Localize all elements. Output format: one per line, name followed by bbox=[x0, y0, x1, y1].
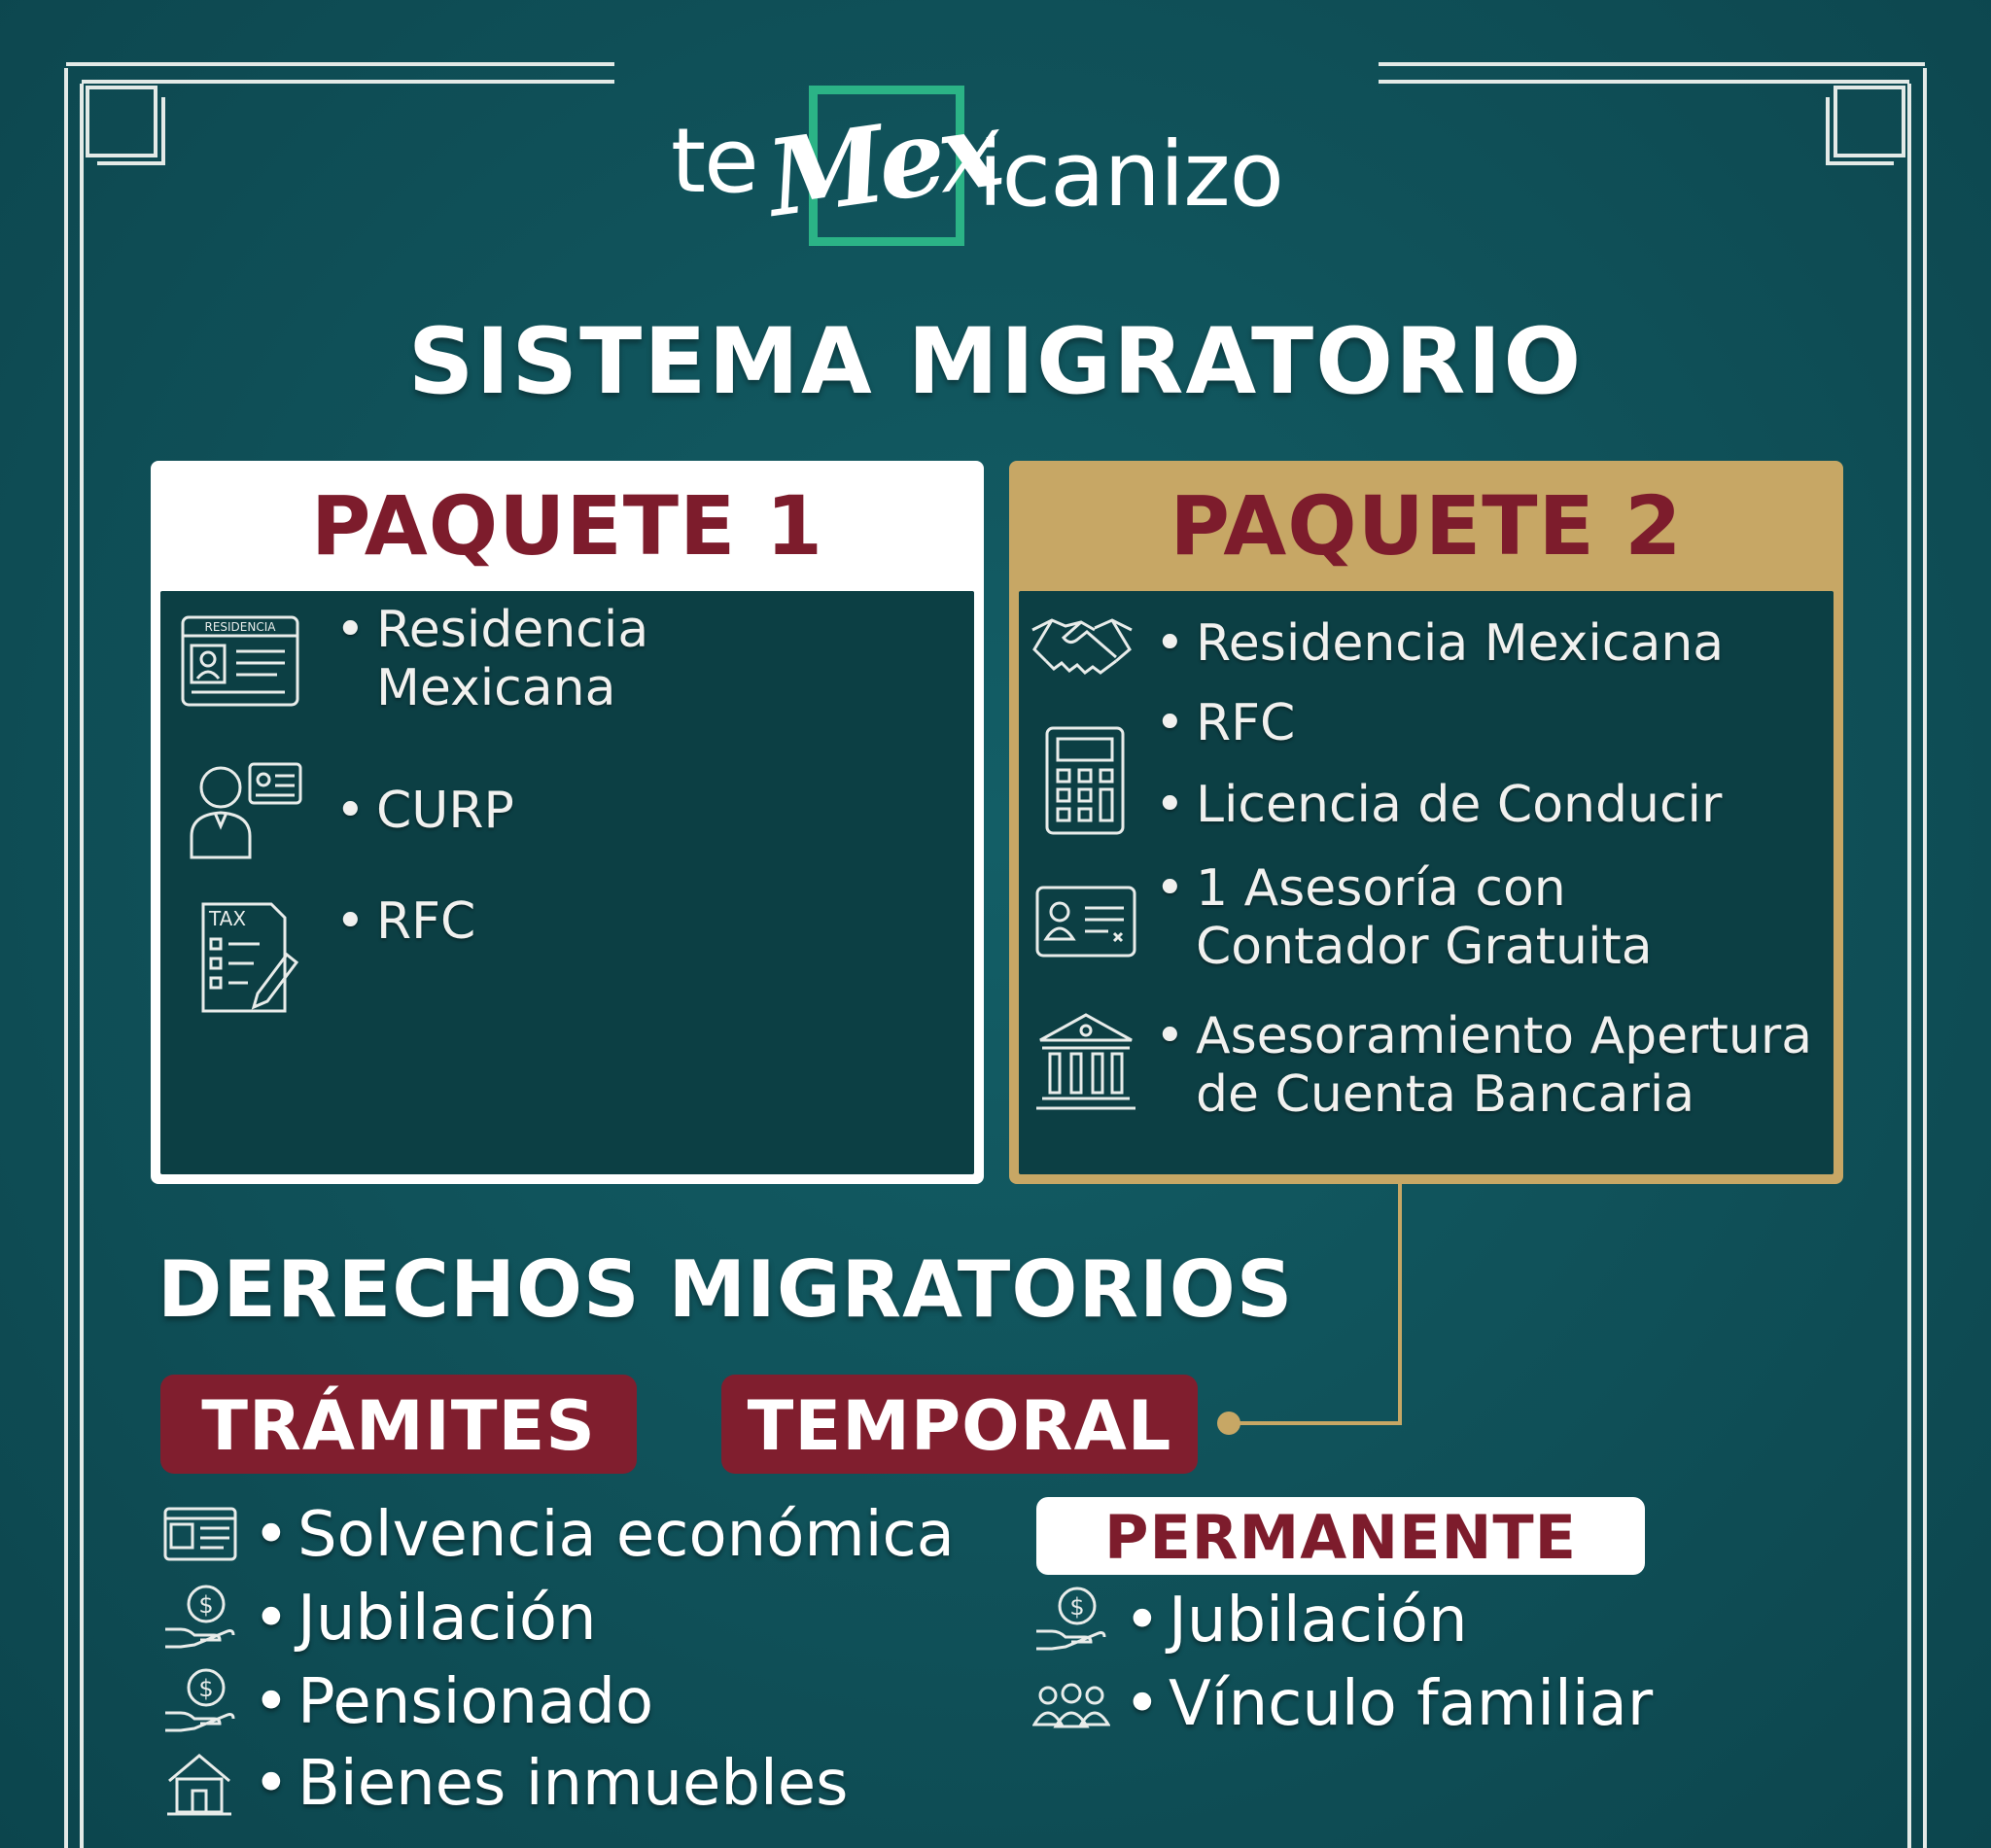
temporal-item-pensionado: • Pensionado bbox=[253, 1666, 654, 1738]
rights-title: DERECHOS MIGRATORIOS bbox=[157, 1244, 1294, 1335]
temporal-item-jubilacion: • Jubilación bbox=[253, 1583, 597, 1655]
page-title: SISTEMA MIGRATORIO bbox=[407, 309, 1584, 415]
package-1-item-curp: • CURP bbox=[335, 782, 514, 840]
package-2-title: PAQUETE 2 bbox=[1170, 478, 1683, 574]
hand-money-icon bbox=[163, 1666, 235, 1734]
svg-text:$: $ bbox=[1069, 1593, 1085, 1621]
logo-prefix: te bbox=[671, 109, 757, 213]
temporal-item-solvencia: • Solvencia económica bbox=[253, 1499, 955, 1571]
permanente-item-vinculo: • Vínculo familiar bbox=[1124, 1668, 1654, 1740]
handshake-icon bbox=[1029, 610, 1135, 688]
package-2-item-residencia: • Residencia Mexicana bbox=[1155, 614, 1725, 673]
logo-highlight: Mex bbox=[760, 87, 1004, 241]
package-2-item-asesoria: • 1 Asesoría con Contador Gratuita bbox=[1155, 859, 1653, 976]
temporal-label: TEMPORAL bbox=[721, 1375, 1198, 1474]
package-1-title: PAQUETE 1 bbox=[310, 478, 824, 574]
temexicanizo-logo bbox=[671, 80, 1342, 264]
package-2-item-licencia: • Licencia de Conducir bbox=[1155, 776, 1723, 834]
package-2-card bbox=[1009, 461, 1843, 1184]
house-icon bbox=[165, 1752, 233, 1816]
permanente-label: PERMANENTE bbox=[1036, 1497, 1645, 1575]
bank-icon bbox=[1034, 1011, 1137, 1112]
package-2-item-cuenta-bancaria: • Asesoramiento Apertura de Cuenta Bancaria bbox=[1155, 1007, 1813, 1124]
residence-card-icon bbox=[180, 614, 300, 708]
tax-form-icon bbox=[199, 900, 300, 1015]
family-icon bbox=[1032, 1682, 1110, 1728]
package-1-card bbox=[151, 461, 984, 1184]
id-card-icon bbox=[1034, 885, 1137, 959]
svg-text:$: $ bbox=[198, 1675, 214, 1702]
residence-card-text: RESIDENCIA bbox=[204, 620, 276, 634]
hand-money-icon bbox=[163, 1583, 235, 1651]
temporal-item-bienes: • Bienes inmuebles bbox=[253, 1748, 849, 1820]
person-id-card-icon bbox=[184, 758, 304, 859]
svg-text:$: $ bbox=[198, 1591, 214, 1619]
id-card-icon bbox=[163, 1507, 237, 1561]
hand-money-icon bbox=[1034, 1585, 1106, 1653]
tax-form-text: TAX bbox=[209, 907, 247, 930]
package-1-item-residencia: • Residencia Mexicana bbox=[335, 601, 649, 717]
permanente-item-jubilacion: • Jubilación bbox=[1124, 1585, 1468, 1656]
package-2-body bbox=[1019, 591, 1834, 1174]
tramites-label: TRÁMITES bbox=[160, 1375, 637, 1474]
package-1-item-rfc: • RFC bbox=[335, 892, 476, 951]
calculator-icon bbox=[1044, 725, 1126, 836]
package-1-body bbox=[160, 591, 974, 1174]
package-2-item-rfc: • RFC bbox=[1155, 694, 1296, 752]
logo-suffix: icanizo bbox=[978, 122, 1283, 227]
